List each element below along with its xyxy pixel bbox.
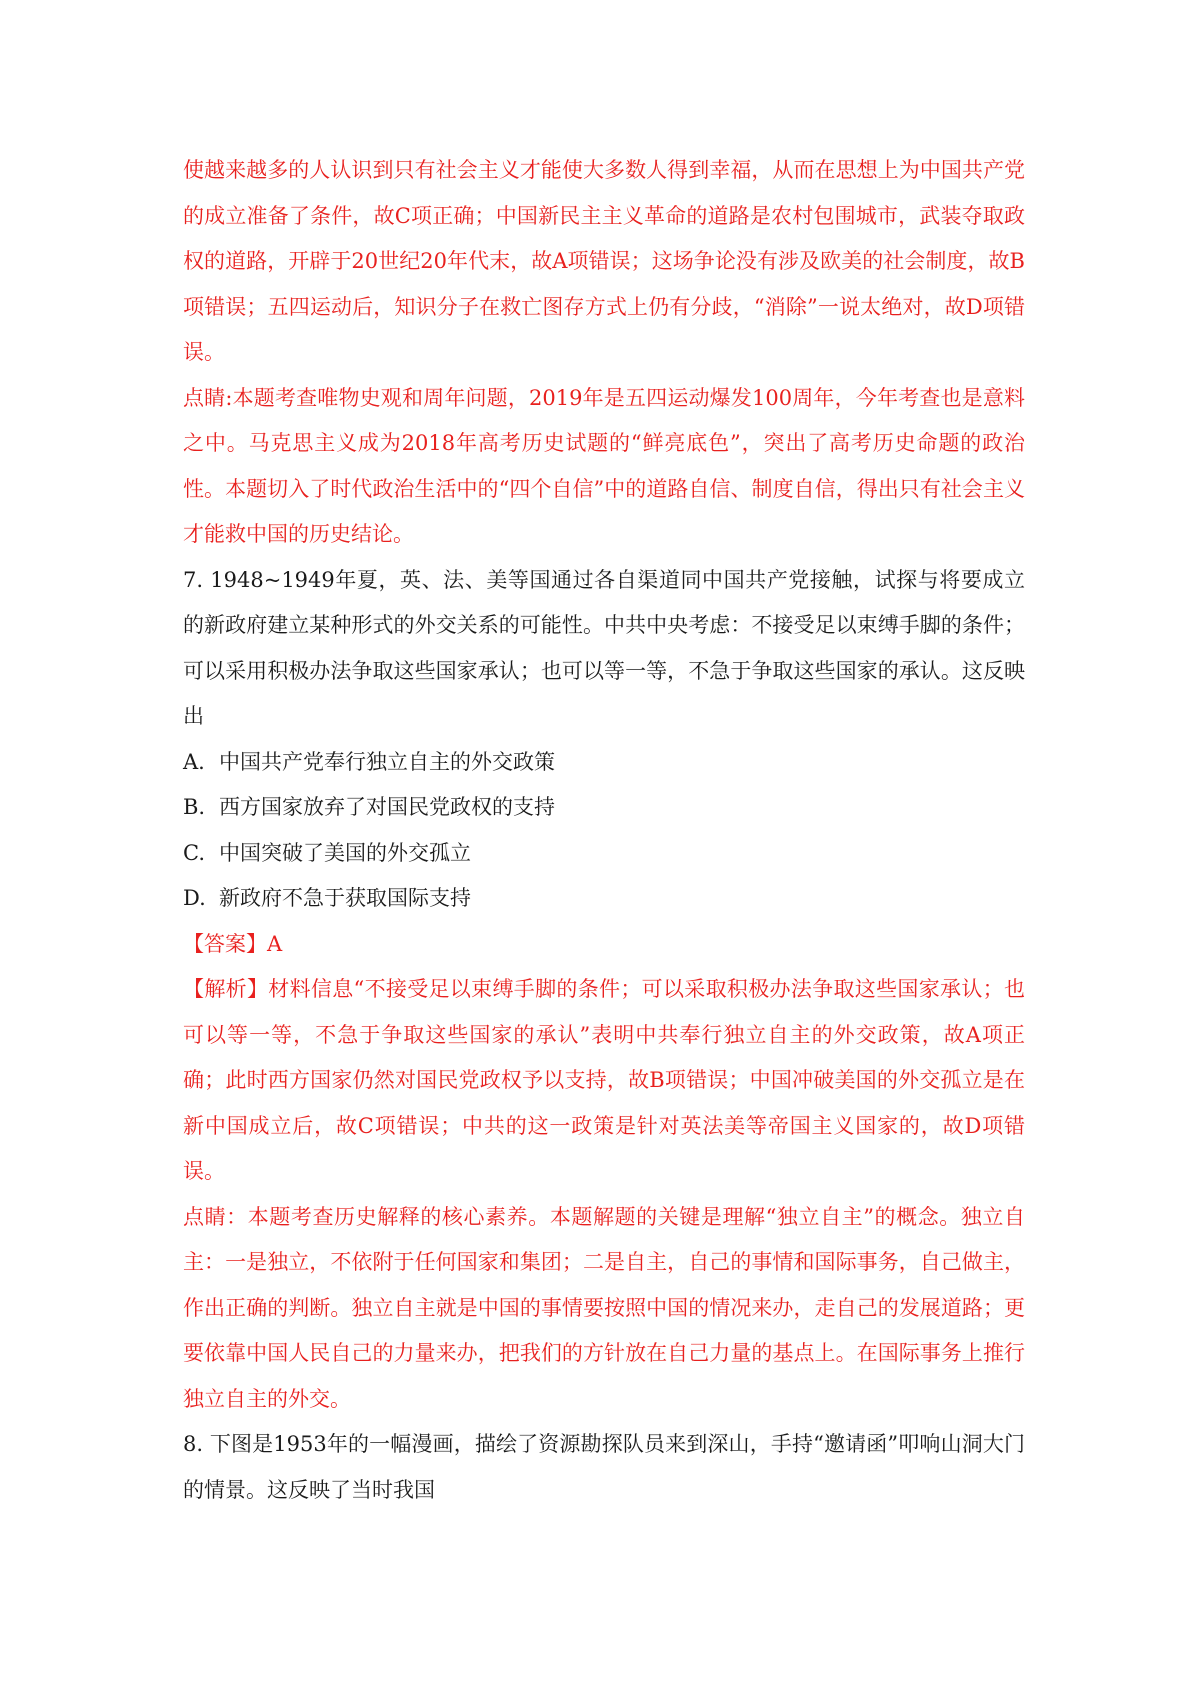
page-content: [183, 148, 1025, 1513]
option-letter: C.: [183, 840, 205, 865]
q7-answer: 【答案】A: [183, 931, 283, 956]
q6-tip: 点睛:本题考查唯物史观和周年问题，2019年是五四运动爆发100周年，今年考查也是意料之中。马克思主义成为2018年高考历史试题的“鲜亮底色”，突出了高考历史命题的政治性。本题切入了时代政治生活中的“四个自信”中的道路自信、制度自信，得出只有社会主义才能救中国的历史结论。: [183, 385, 1025, 546]
q7-option-d: [183, 876, 1025, 922]
q7-option-c: [183, 831, 1025, 877]
option-letter: A.: [183, 749, 205, 774]
option-text: 中国共产党奉行独立自主的外交政策: [219, 749, 555, 774]
q6-explanation-tail: 使越来越多的人认识到只有社会主义才能使大多数人得到幸福，从而在思想上为中国共产党的成立准备了条件，故C项正确；中国新民主主义革命的道路是农村包围城市，武装夺取政权的道路，开辟于20世纪20年代末，故A项错误；这场争论没有涉及欧美的社会制度，故B项错误；五四运动后，知识分子在救亡图存方式上仍有分歧，“消除”一说太绝对，故D项错误。: [183, 158, 1025, 364]
q7-tip: 点睛：本题考查历史解释的核心素养。本题解题的关键是理解“独立自主”的概念。独立自主：一是独立，不依附于任何国家和集团；二是自主，自己的事情和国际事务，自己做主，作出正确的判断。独立自主就是中国的事情要按照中国的情况来办，走自己的发展道路；更要依靠中国人民自己的力量来办，把我们的方针放在自己力量的基点上。在国际事务上推行独立自主的外交。: [183, 1204, 1025, 1411]
q7-option-a: [183, 740, 1025, 786]
q7-option-b: [183, 785, 1025, 831]
q8-stem: 8. 下图是1953年的一幅漫画，描绘了资源勘探队员来到深山，手持“邀请函”叩响山洞大门的情景。这反映了当时我国: [183, 1432, 1025, 1502]
option-letter: D.: [183, 886, 206, 910]
option-text: 新政府不急于获取国际支持: [219, 886, 471, 910]
option-letter: B.: [183, 795, 206, 819]
option-text: 中国突破了美国的外交孤立: [219, 840, 471, 865]
option-text: 西方国家放弃了对国民党政权的支持: [219, 795, 555, 819]
q7-stem: 7. 1948~1949年夏，英、法、美等国通过各自渠道同中国共产党接触，试探与将要成立的新政府建立某种形式的外交关系的可能性。中共中央考虑：不接受足以束缚手脚的条件；可以采用积极办法争取这些国家承认；也可以等一等，不急于争取这些国家的承认。这反映出: [183, 567, 1025, 728]
q7-analysis: 【解析】材料信息“不接受足以束缚手脚的条件；可以采取积极办法争取这些国家承认；也可以等一等，不急于争取这些国家的承认”表明中共奉行独立自主的外交政策，故A项正确；此时西方国家仍然对国民党政权予以支持，故B项错误；中国冲破美国的外交孤立是在新中国成立后，故C项错误；中共的这一政策是针对英法美等帝国主义国家的，故D项错误。: [183, 977, 1025, 1183]
